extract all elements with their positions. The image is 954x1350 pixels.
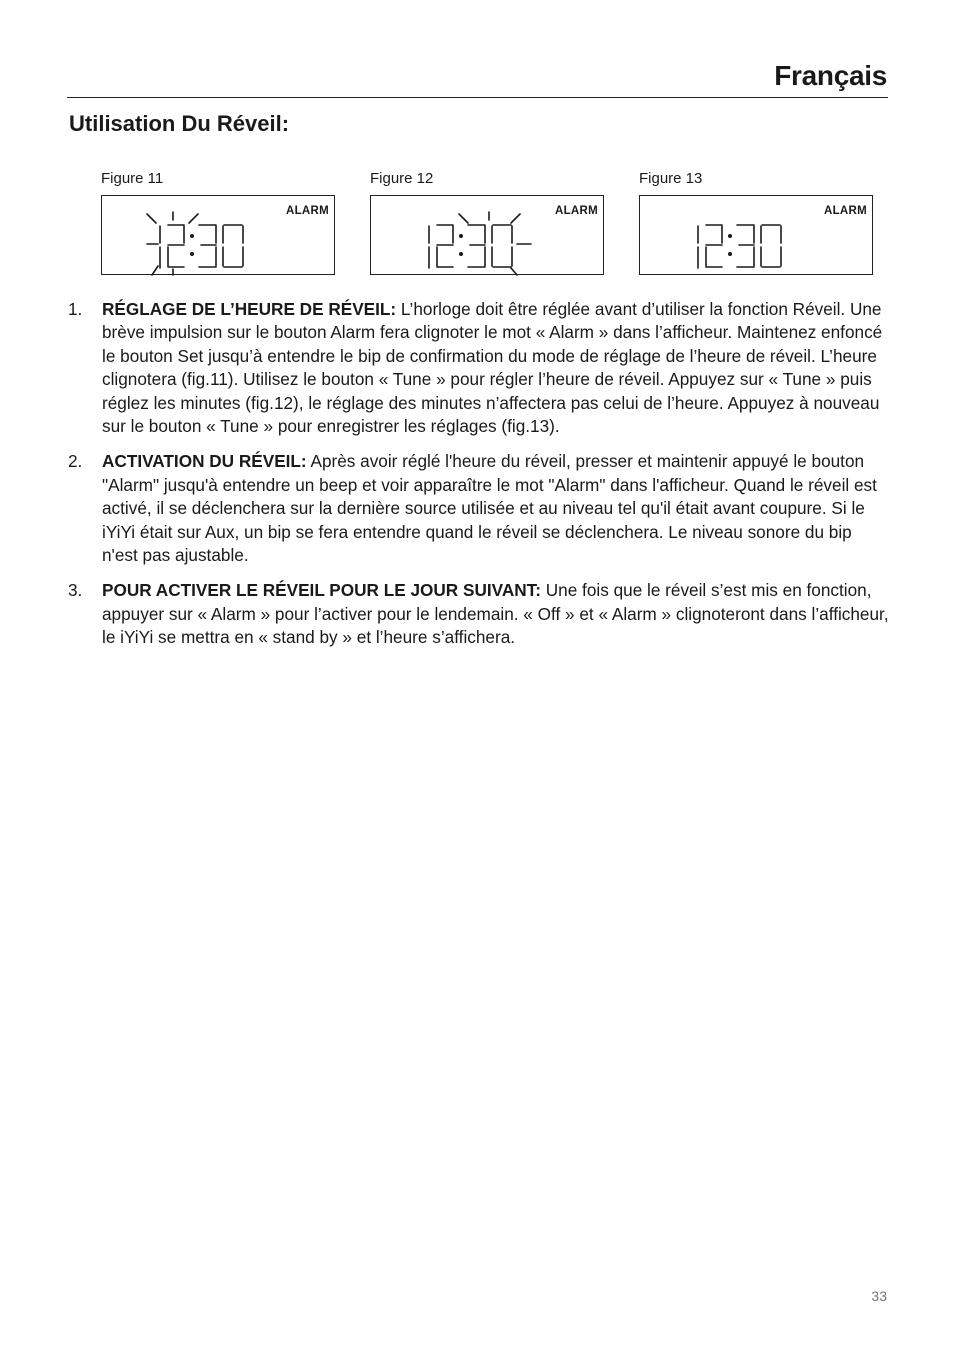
step-lead: ACTIVATION DU RÉVEIL: (102, 451, 307, 472)
page-number: 33 (871, 1288, 887, 1304)
instruction-item (67, 298, 891, 438)
section-title: Utilisation Du Réveil: (69, 111, 290, 136)
step-number: 2. (68, 451, 83, 472)
step-lead: RÉGLAGE DE L’HEURE DE RÉVEIL: (102, 299, 397, 319)
figure-11-lcd-display (101, 195, 335, 275)
alarm-indicator: ALARM (554, 205, 598, 217)
instruction-item (67, 450, 891, 567)
step-text: Une fois que le réveil s’est mis en fonction, appuyer sur « Alarm » pour l’activer pour le lendemain. « Off » et « Alarm » clignoteront dans l’afficheur, le iYiYi se mettra en « stand by » et l’heure s’affichera. (102, 580, 889, 648)
instruction-list (67, 298, 891, 662)
step-number: 3. (68, 580, 83, 601)
figure-13-caption: Figure 13 (639, 170, 703, 187)
instruction-item (67, 579, 891, 649)
step-number: 1. (68, 299, 83, 319)
alarm-indicator: ALARM (823, 205, 867, 217)
step-text: L’horloge doit être réglée avant d’utiliser la fonction Réveil. Une brève impulsion sur le bouton Alarm fera clignoter le mot « Alarm » dans l’afficheur. Maintenez enfoncé le bouton Set jusqu’à entendre le bip de confirmation du mode de réglage de l’heure de réveil. L’heure clignotera (fig.11). Utilisez le bouton « Tune » pour régler l’heure de réveil. Appuyez sur « Tune » puis réglez les minutes (fig.12), le réglage des minutes n’affectera pas celui de l’heure. Appuyez à nouveau sur le bouton « Tune » pour enregistrer les réglages (fig.13). (102, 299, 883, 437)
language-title: Français (774, 60, 887, 91)
step-text: Après avoir réglé l'heure du réveil, presser et maintenir appuyé le bouton "Alarm" jusqu'à entendre un beep et voir apparaître le mot "Alarm" dans l'afficheur. Quand le réveil est activé, il se déclenchera sur la dernière source utilisée et au niveau tel qu'il était avant coupure. Si le iYiYi était sur Aux, un bip se fera entendre quand le réveil se déclenchera. Le niveau sonore du bip n'est pas ajustable. (102, 451, 877, 566)
alarm-indicator: ALARM (285, 205, 329, 217)
header-rule (67, 97, 888, 98)
figure-12-lcd-display (370, 195, 604, 275)
figure-13-lcd-display (639, 195, 873, 275)
figure-12-caption: Figure 12 (370, 170, 434, 187)
step-lead: POUR ACTIVER LE RÉVEIL POUR LE JOUR SUIVANT: (102, 580, 541, 601)
figure-11-caption: Figure 11 (101, 170, 164, 187)
